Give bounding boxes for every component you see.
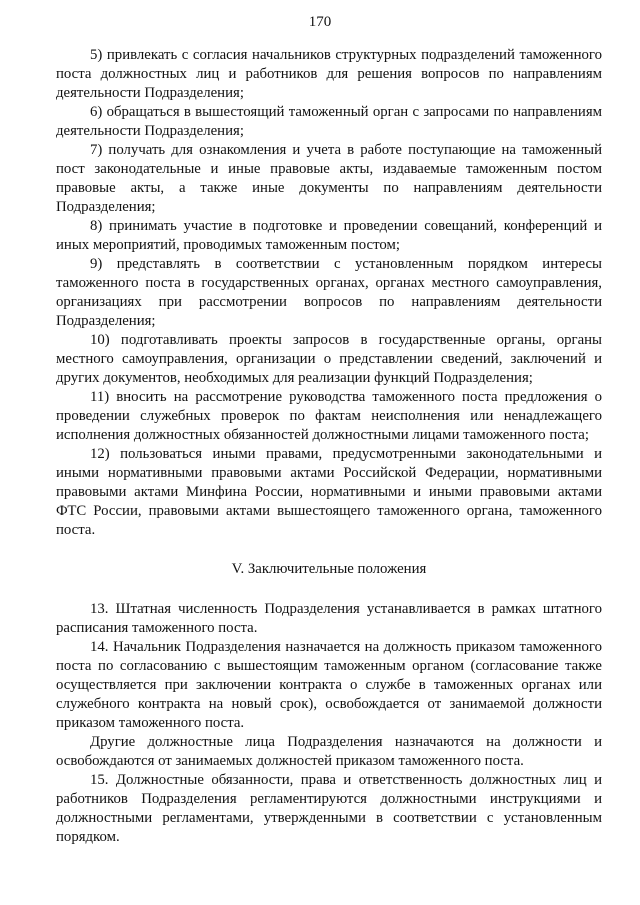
- paragraph-item-7: 7) получать для ознакомления и учета в работе поступающие на таможенный пост законодательные и иные правовые акты, издаваемые таможенным постом правовые акты, а также иные документы по направлениям деятельности Подразделения;: [56, 142, 602, 215]
- paragraph-item-11: 11) вносить на рассмотрение руководства таможенного поста предложения о проведении служебных проверок по фактам неисполнения или ненадлежащего исполнения должностных обязанностей должностными лицами таможенного поста;: [56, 389, 602, 443]
- paragraph-item-8: 8) принимать участие в подготовке и проведении совещаний, конференций и иных мероприятий, проводимых таможенным постом;: [56, 218, 602, 253]
- page-number: 170: [308, 14, 332, 30]
- paragraph-item-9: 9) представлять в соответствии с установленным порядком интересы таможенного поста в государственных органах, органах местного самоуправления, организациях при рассмотрении вопросов по направлениям деятельности Подразделения;: [56, 256, 602, 329]
- paragraph-clause-13: 13. Штатная численность Подразделения устанавливается в рамках штатного расписания таможенного поста.: [56, 601, 602, 636]
- paragraph-clause-14: 14. Начальник Подразделения назначается на должность приказом таможенного поста по согласованию с вышестоящим таможенным органом (согласование также осуществляется при заключении контракта о службе в таможенных органах или служебного контракта на новый срок), освобождается от занимаемой должности приказом таможенного поста.: [56, 639, 602, 731]
- paragraph-item-12: 12) пользоваться иными правами, предусмотренными законодательными и иными нормативными правовыми актами Российской Федерации, нормативными правовыми актами Минфина России, нормативными и иными правовыми актами ФТС России, правовыми актами вышестоящего таможенного органа, таможенного поста.: [56, 446, 602, 538]
- document-body: [56, 46, 602, 847]
- paragraph-item-5: 5) привлекать с согласия начальников структурных подразделений таможенного поста должностных лиц и работников для решения вопросов по направлениям деятельности Подразделения;: [56, 47, 602, 101]
- section-heading: V. Заключительные положения: [231, 561, 427, 577]
- paragraph-item-6: 6) обращаться в вышестоящий таможенный орган с запросами по направлениям деятельности Подразделения;: [56, 104, 602, 139]
- paragraph-item-10: 10) подготавливать проекты запросов в государственные органы, органы местного самоуправления, организации о представлении сведений, заключений и других документов, необходимых для реализации функций Подразделения;: [56, 332, 602, 386]
- paragraph-clause-15: 15. Должностные обязанности, права и ответственность должностных лиц и работников Подразделения регламентируются должностными инструкциями и должностными регламентами, утвержденными в соответствии с установленным порядком.: [56, 772, 602, 845]
- paragraph-other-officials: Другие должностные лица Подразделения назначаются на должности и освобождаются от занимаемых должностей приказом таможенного поста.: [56, 734, 602, 769]
